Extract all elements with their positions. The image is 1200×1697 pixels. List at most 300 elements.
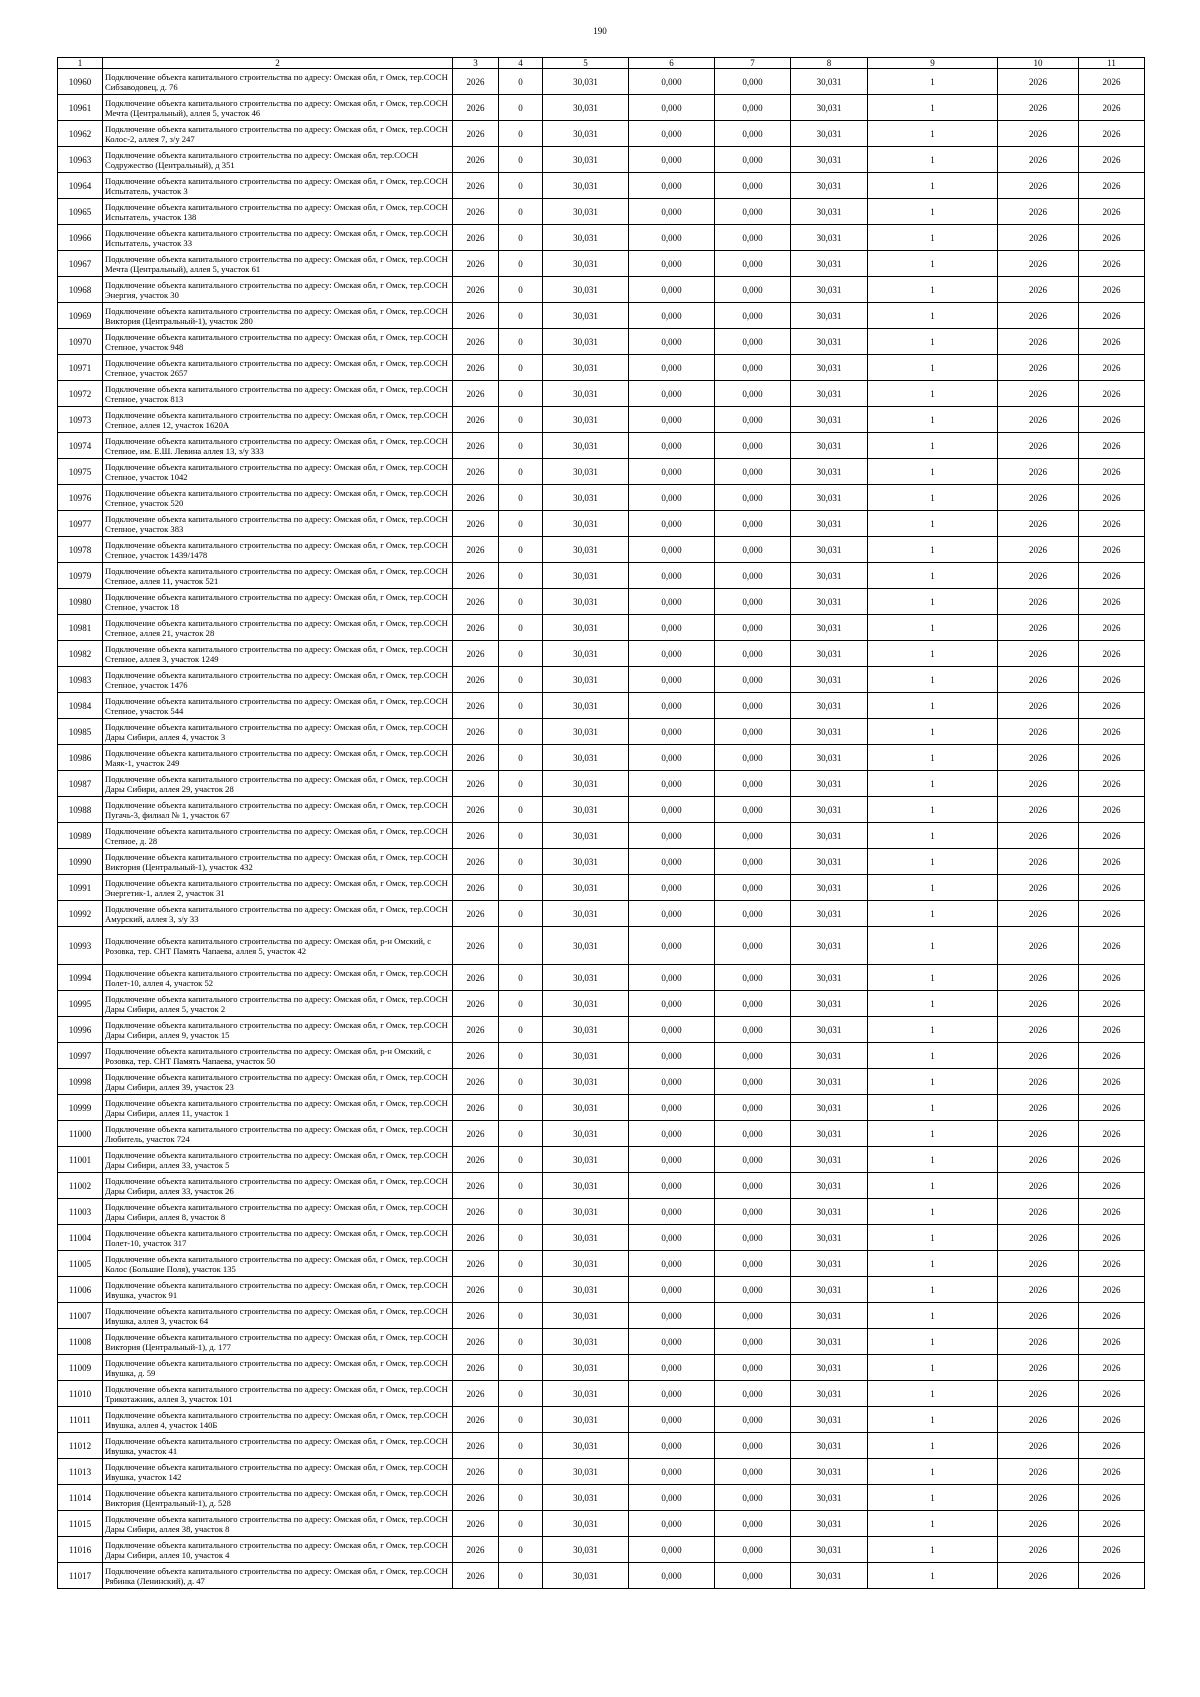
cell-col-7: 0,000 bbox=[715, 511, 791, 537]
row-number: 10979 bbox=[58, 563, 103, 589]
cell-col-4: 0 bbox=[499, 1199, 543, 1225]
cell-col-7: 0,000 bbox=[715, 251, 791, 277]
cell-col-10: 2026 bbox=[998, 251, 1079, 277]
cell-col-10: 2026 bbox=[998, 303, 1079, 329]
table-row bbox=[58, 1043, 1145, 1069]
cell-col-9: 1 bbox=[868, 1173, 998, 1199]
cell-col-7: 0,000 bbox=[715, 849, 791, 875]
row-number: 11007 bbox=[58, 1303, 103, 1329]
cell-col-4: 0 bbox=[499, 1225, 543, 1251]
cell-col-5: 30,031 bbox=[543, 459, 629, 485]
row-description: Подключение объекта капитального строительства по адресу: Омская обл, г Омск, тер.СОСН Испытатель, участок 138 bbox=[103, 199, 453, 225]
row-number: 10982 bbox=[58, 641, 103, 667]
column-header-2: 2 bbox=[103, 58, 453, 69]
cell-col-6: 0,000 bbox=[629, 991, 715, 1017]
row-number: 10998 bbox=[58, 1069, 103, 1095]
cell-col-10: 2026 bbox=[998, 1407, 1079, 1433]
cell-col-3: 2026 bbox=[453, 459, 499, 485]
row-number: 11009 bbox=[58, 1355, 103, 1381]
cell-col-9: 1 bbox=[868, 1225, 998, 1251]
cell-col-6: 0,000 bbox=[629, 1121, 715, 1147]
row-number: 10987 bbox=[58, 771, 103, 797]
cell-col-11: 2026 bbox=[1079, 1563, 1145, 1589]
row-description: Подключение объекта капитального строительства по адресу: Омская обл, г Омск, тер.СОСН Дары Сибири, аллея 11, участок 1 bbox=[103, 1095, 453, 1121]
row-number: 11001 bbox=[58, 1147, 103, 1173]
cell-col-7: 0,000 bbox=[715, 1407, 791, 1433]
cell-col-8: 30,031 bbox=[791, 991, 868, 1017]
cell-col-7: 0,000 bbox=[715, 1095, 791, 1121]
cell-col-7: 0,000 bbox=[715, 1537, 791, 1563]
cell-col-10: 2026 bbox=[998, 1121, 1079, 1147]
table-row bbox=[58, 173, 1145, 199]
cell-col-9: 1 bbox=[868, 1511, 998, 1537]
row-description: Подключение объекта капитального строительства по адресу: Омская обл, г Омск, тер.СОСН Энергетик-1, аллея 2, участок 31 bbox=[103, 875, 453, 901]
cell-col-10: 2026 bbox=[998, 329, 1079, 355]
cell-col-9: 1 bbox=[868, 849, 998, 875]
cell-col-4: 0 bbox=[499, 381, 543, 407]
cell-col-9: 1 bbox=[868, 1563, 998, 1589]
cell-col-8: 30,031 bbox=[791, 1329, 868, 1355]
cell-col-11: 2026 bbox=[1079, 823, 1145, 849]
cell-col-3: 2026 bbox=[453, 719, 499, 745]
cell-col-9: 1 bbox=[868, 1277, 998, 1303]
cell-col-6: 0,000 bbox=[629, 69, 715, 95]
row-number: 11015 bbox=[58, 1511, 103, 1537]
cell-col-7: 0,000 bbox=[715, 641, 791, 667]
cell-col-6: 0,000 bbox=[629, 355, 715, 381]
cell-col-5: 30,031 bbox=[543, 303, 629, 329]
cell-col-4: 0 bbox=[499, 1017, 543, 1043]
cell-col-7: 0,000 bbox=[715, 1043, 791, 1069]
row-description: Подключение объекта капитального строительства по адресу: Омская обл, г Омск, тер.СОСН Степное, участок 383 bbox=[103, 511, 453, 537]
cell-col-10: 2026 bbox=[998, 511, 1079, 537]
cell-col-4: 0 bbox=[499, 173, 543, 199]
table-row bbox=[58, 1537, 1145, 1563]
cell-col-8: 30,031 bbox=[791, 1043, 868, 1069]
row-description: Подключение объекта капитального строительства по адресу: Омская обл, г Омск, тер.СОСН Ивушка, д. 59 bbox=[103, 1355, 453, 1381]
table-row bbox=[58, 563, 1145, 589]
row-description: Подключение объекта капитального строительства по адресу: Омская обл, тер.СОСН Содружество (Центральный), д 351 bbox=[103, 147, 453, 173]
cell-col-8: 30,031 bbox=[791, 1563, 868, 1589]
row-number: 10965 bbox=[58, 199, 103, 225]
cell-col-7: 0,000 bbox=[715, 615, 791, 641]
cell-col-6: 0,000 bbox=[629, 965, 715, 991]
cell-col-9: 1 bbox=[868, 1485, 998, 1511]
cell-col-6: 0,000 bbox=[629, 823, 715, 849]
cell-col-8: 30,031 bbox=[791, 901, 868, 927]
cell-col-10: 2026 bbox=[998, 277, 1079, 303]
cell-col-3: 2026 bbox=[453, 251, 499, 277]
cell-col-11: 2026 bbox=[1079, 1485, 1145, 1511]
cell-col-8: 30,031 bbox=[791, 1537, 868, 1563]
table-row bbox=[58, 965, 1145, 991]
cell-col-5: 30,031 bbox=[543, 771, 629, 797]
cell-col-5: 30,031 bbox=[543, 1017, 629, 1043]
cell-col-7: 0,000 bbox=[715, 563, 791, 589]
row-number: 10994 bbox=[58, 965, 103, 991]
row-description: Подключение объекта капитального строительства по адресу: Омская обл, г Омск, тер.СОСН Степное, д. 28 bbox=[103, 823, 453, 849]
table-row bbox=[58, 1095, 1145, 1121]
cell-col-8: 30,031 bbox=[791, 1069, 868, 1095]
cell-col-5: 30,031 bbox=[543, 1563, 629, 1589]
cell-col-6: 0,000 bbox=[629, 329, 715, 355]
cell-col-11: 2026 bbox=[1079, 1511, 1145, 1537]
cell-col-8: 30,031 bbox=[791, 199, 868, 225]
cell-col-6: 0,000 bbox=[629, 1511, 715, 1537]
cell-col-5: 30,031 bbox=[543, 693, 629, 719]
cell-col-10: 2026 bbox=[998, 407, 1079, 433]
cell-col-9: 1 bbox=[868, 1459, 998, 1485]
cell-col-3: 2026 bbox=[453, 1199, 499, 1225]
cell-col-5: 30,031 bbox=[543, 355, 629, 381]
cell-col-8: 30,031 bbox=[791, 511, 868, 537]
cell-col-4: 0 bbox=[499, 459, 543, 485]
cell-col-7: 0,000 bbox=[715, 875, 791, 901]
cell-col-8: 30,031 bbox=[791, 1121, 868, 1147]
cell-col-8: 30,031 bbox=[791, 381, 868, 407]
cell-col-3: 2026 bbox=[453, 1017, 499, 1043]
cell-col-8: 30,031 bbox=[791, 641, 868, 667]
table-row bbox=[58, 121, 1145, 147]
cell-col-11: 2026 bbox=[1079, 1069, 1145, 1095]
cell-col-11: 2026 bbox=[1079, 329, 1145, 355]
cell-col-5: 30,031 bbox=[543, 745, 629, 771]
cell-col-11: 2026 bbox=[1079, 147, 1145, 173]
cell-col-6: 0,000 bbox=[629, 95, 715, 121]
cell-col-11: 2026 bbox=[1079, 693, 1145, 719]
row-number: 10985 bbox=[58, 719, 103, 745]
row-description: Подключение объекта капитального строительства по адресу: Омская обл, г Омск, тер.СОСН Степное, участок 544 bbox=[103, 693, 453, 719]
cell-col-6: 0,000 bbox=[629, 1199, 715, 1225]
cell-col-4: 0 bbox=[499, 745, 543, 771]
cell-col-5: 30,031 bbox=[543, 537, 629, 563]
cell-col-11: 2026 bbox=[1079, 537, 1145, 563]
cell-col-3: 2026 bbox=[453, 1459, 499, 1485]
cell-col-5: 30,031 bbox=[543, 1381, 629, 1407]
cell-col-3: 2026 bbox=[453, 537, 499, 563]
table-row bbox=[58, 1329, 1145, 1355]
cell-col-9: 1 bbox=[868, 745, 998, 771]
cell-col-9: 1 bbox=[868, 927, 998, 965]
column-header-10: 10 bbox=[998, 58, 1079, 69]
cell-col-10: 2026 bbox=[998, 719, 1079, 745]
cell-col-8: 30,031 bbox=[791, 823, 868, 849]
cell-col-11: 2026 bbox=[1079, 745, 1145, 771]
cell-col-5: 30,031 bbox=[543, 1225, 629, 1251]
cell-col-11: 2026 bbox=[1079, 173, 1145, 199]
row-description: Подключение объекта капитального строительства по адресу: Омская обл, г Омск, тер.СОСН Степное, участок 1042 bbox=[103, 459, 453, 485]
cell-col-7: 0,000 bbox=[715, 693, 791, 719]
cell-col-4: 0 bbox=[499, 433, 543, 459]
table-row bbox=[58, 1407, 1145, 1433]
cell-col-7: 0,000 bbox=[715, 95, 791, 121]
table-row bbox=[58, 1563, 1145, 1589]
cell-col-5: 30,031 bbox=[543, 1329, 629, 1355]
cell-col-6: 0,000 bbox=[629, 849, 715, 875]
cell-col-5: 30,031 bbox=[543, 147, 629, 173]
cell-col-6: 0,000 bbox=[629, 199, 715, 225]
cell-col-3: 2026 bbox=[453, 1563, 499, 1589]
cell-col-4: 0 bbox=[499, 1407, 543, 1433]
row-description: Подключение объекта капитального строительства по адресу: Омская обл, р-н Омский, с Розовка, тер. СНТ Память Чапаева, участок 50 bbox=[103, 1043, 453, 1069]
row-description: Подключение объекта капитального строительства по адресу: Омская обл, г Омск, тер.СОСН Степное, им. Е.Ш. Левина аллея 13, з/у 333 bbox=[103, 433, 453, 459]
cell-col-5: 30,031 bbox=[543, 1537, 629, 1563]
cell-col-7: 0,000 bbox=[715, 1511, 791, 1537]
row-description: Подключение объекта капитального строительства по адресу: Омская обл, г Омск, тер.СОСН Полет-10, аллея 4, участок 52 bbox=[103, 965, 453, 991]
row-description: Подключение объекта капитального строительства по адресу: Омская обл, г Омск, тер.СОСН Мечта (Центральный), аллея 5, участок 46 bbox=[103, 95, 453, 121]
cell-col-10: 2026 bbox=[998, 849, 1079, 875]
row-number: 10996 bbox=[58, 1017, 103, 1043]
table-row bbox=[58, 1069, 1145, 1095]
cell-col-10: 2026 bbox=[998, 121, 1079, 147]
cell-col-6: 0,000 bbox=[629, 745, 715, 771]
cell-col-7: 0,000 bbox=[715, 485, 791, 511]
cell-col-9: 1 bbox=[868, 991, 998, 1017]
cell-col-5: 30,031 bbox=[543, 485, 629, 511]
cell-col-7: 0,000 bbox=[715, 1303, 791, 1329]
row-number: 11017 bbox=[58, 1563, 103, 1589]
cell-col-7: 0,000 bbox=[715, 823, 791, 849]
cell-col-5: 30,031 bbox=[543, 1043, 629, 1069]
table-row bbox=[58, 355, 1145, 381]
cell-col-11: 2026 bbox=[1079, 1251, 1145, 1277]
cell-col-3: 2026 bbox=[453, 407, 499, 433]
table-row bbox=[58, 823, 1145, 849]
cell-col-6: 0,000 bbox=[629, 1381, 715, 1407]
cell-col-11: 2026 bbox=[1079, 641, 1145, 667]
cell-col-9: 1 bbox=[868, 407, 998, 433]
cell-col-9: 1 bbox=[868, 1095, 998, 1121]
cell-col-5: 30,031 bbox=[543, 69, 629, 95]
row-description: Подключение объекта капитального строительства по адресу: Омская обл, г Омск, тер.СОСН Ивушка, участок 91 bbox=[103, 1277, 453, 1303]
cell-col-10: 2026 bbox=[998, 1485, 1079, 1511]
cell-col-11: 2026 bbox=[1079, 1095, 1145, 1121]
cell-col-9: 1 bbox=[868, 1043, 998, 1069]
cell-col-10: 2026 bbox=[998, 1381, 1079, 1407]
cell-col-9: 1 bbox=[868, 667, 998, 693]
cell-col-7: 0,000 bbox=[715, 459, 791, 485]
cell-col-9: 1 bbox=[868, 173, 998, 199]
cell-col-3: 2026 bbox=[453, 95, 499, 121]
cell-col-10: 2026 bbox=[998, 1303, 1079, 1329]
cell-col-8: 30,031 bbox=[791, 121, 868, 147]
cell-col-7: 0,000 bbox=[715, 225, 791, 251]
cell-col-10: 2026 bbox=[998, 965, 1079, 991]
cell-col-6: 0,000 bbox=[629, 303, 715, 329]
cell-col-10: 2026 bbox=[998, 901, 1079, 927]
cell-col-6: 0,000 bbox=[629, 1251, 715, 1277]
cell-col-3: 2026 bbox=[453, 355, 499, 381]
cell-col-11: 2026 bbox=[1079, 407, 1145, 433]
cell-col-10: 2026 bbox=[998, 1563, 1079, 1589]
cell-col-8: 30,031 bbox=[791, 1277, 868, 1303]
row-number: 10984 bbox=[58, 693, 103, 719]
table-row bbox=[58, 1433, 1145, 1459]
cell-col-4: 0 bbox=[499, 407, 543, 433]
table-row bbox=[58, 615, 1145, 641]
cell-col-6: 0,000 bbox=[629, 225, 715, 251]
row-description: Подключение объекта капитального строительства по адресу: Омская обл, г Омск, тер.СОСН Испытатель, участок 3 bbox=[103, 173, 453, 199]
cell-col-7: 0,000 bbox=[715, 745, 791, 771]
cell-col-9: 1 bbox=[868, 1199, 998, 1225]
cell-col-6: 0,000 bbox=[629, 1433, 715, 1459]
cell-col-10: 2026 bbox=[998, 1199, 1079, 1225]
cell-col-9: 1 bbox=[868, 537, 998, 563]
page-number: 190 bbox=[593, 26, 607, 36]
cell-col-4: 0 bbox=[499, 1277, 543, 1303]
cell-col-4: 0 bbox=[499, 1433, 543, 1459]
cell-col-11: 2026 bbox=[1079, 667, 1145, 693]
cell-col-9: 1 bbox=[868, 459, 998, 485]
cell-col-4: 0 bbox=[499, 641, 543, 667]
column-header-1: 1 bbox=[58, 58, 103, 69]
cell-col-11: 2026 bbox=[1079, 1277, 1145, 1303]
row-number: 11010 bbox=[58, 1381, 103, 1407]
cell-col-10: 2026 bbox=[998, 1095, 1079, 1121]
cell-col-7: 0,000 bbox=[715, 1433, 791, 1459]
table-row bbox=[58, 1173, 1145, 1199]
row-number: 10997 bbox=[58, 1043, 103, 1069]
row-number: 11014 bbox=[58, 1485, 103, 1511]
cell-col-8: 30,031 bbox=[791, 719, 868, 745]
cell-col-10: 2026 bbox=[998, 1225, 1079, 1251]
cell-col-10: 2026 bbox=[998, 225, 1079, 251]
cell-col-9: 1 bbox=[868, 511, 998, 537]
cell-col-5: 30,031 bbox=[543, 615, 629, 641]
cell-col-10: 2026 bbox=[998, 1537, 1079, 1563]
table-row bbox=[58, 485, 1145, 511]
cell-col-10: 2026 bbox=[998, 1173, 1079, 1199]
cell-col-3: 2026 bbox=[453, 1251, 499, 1277]
cell-col-9: 1 bbox=[868, 615, 998, 641]
table-row bbox=[58, 433, 1145, 459]
cell-col-11: 2026 bbox=[1079, 1433, 1145, 1459]
table-row bbox=[58, 1511, 1145, 1537]
cell-col-3: 2026 bbox=[453, 1069, 499, 1095]
cell-col-3: 2026 bbox=[453, 1277, 499, 1303]
cell-col-11: 2026 bbox=[1079, 965, 1145, 991]
table-row bbox=[58, 1147, 1145, 1173]
table-row bbox=[58, 1121, 1145, 1147]
cell-col-6: 0,000 bbox=[629, 1563, 715, 1589]
cell-col-3: 2026 bbox=[453, 1355, 499, 1381]
cell-col-8: 30,031 bbox=[791, 147, 868, 173]
cell-col-9: 1 bbox=[868, 875, 998, 901]
cell-col-11: 2026 bbox=[1079, 615, 1145, 641]
cell-col-8: 30,031 bbox=[791, 1147, 868, 1173]
cell-col-6: 0,000 bbox=[629, 173, 715, 199]
cell-col-11: 2026 bbox=[1079, 563, 1145, 589]
cell-col-8: 30,031 bbox=[791, 459, 868, 485]
row-number: 10995 bbox=[58, 991, 103, 1017]
table-row bbox=[58, 771, 1145, 797]
cell-col-9: 1 bbox=[868, 823, 998, 849]
cell-col-5: 30,031 bbox=[543, 901, 629, 927]
cell-col-3: 2026 bbox=[453, 485, 499, 511]
cell-col-11: 2026 bbox=[1079, 199, 1145, 225]
cell-col-9: 1 bbox=[868, 1017, 998, 1043]
cell-col-3: 2026 bbox=[453, 693, 499, 719]
cell-col-6: 0,000 bbox=[629, 537, 715, 563]
cell-col-7: 0,000 bbox=[715, 1147, 791, 1173]
cell-col-4: 0 bbox=[499, 251, 543, 277]
cell-col-10: 2026 bbox=[998, 69, 1079, 95]
cell-col-3: 2026 bbox=[453, 1225, 499, 1251]
cell-col-5: 30,031 bbox=[543, 667, 629, 693]
cell-col-6: 0,000 bbox=[629, 1277, 715, 1303]
cell-col-5: 30,031 bbox=[543, 433, 629, 459]
table-header bbox=[58, 58, 1145, 69]
table-row bbox=[58, 991, 1145, 1017]
table-row bbox=[58, 381, 1145, 407]
column-header-9: 9 bbox=[868, 58, 998, 69]
table-row bbox=[58, 849, 1145, 875]
cell-col-10: 2026 bbox=[998, 563, 1079, 589]
table-row bbox=[58, 927, 1145, 965]
cell-col-4: 0 bbox=[499, 1381, 543, 1407]
cell-col-8: 30,031 bbox=[791, 1459, 868, 1485]
cell-col-11: 2026 bbox=[1079, 1381, 1145, 1407]
cell-col-3: 2026 bbox=[453, 1303, 499, 1329]
row-description: Подключение объекта капитального строительства по адресу: Омская обл, г Омск, тер.СОСН Колос-2, аллея 7, з/у 247 bbox=[103, 121, 453, 147]
table-row bbox=[58, 1199, 1145, 1225]
cell-col-9: 1 bbox=[868, 1303, 998, 1329]
cell-col-6: 0,000 bbox=[629, 1355, 715, 1381]
cell-col-11: 2026 bbox=[1079, 719, 1145, 745]
cell-col-6: 0,000 bbox=[629, 693, 715, 719]
cell-col-8: 30,031 bbox=[791, 225, 868, 251]
cell-col-8: 30,031 bbox=[791, 1199, 868, 1225]
cell-col-7: 0,000 bbox=[715, 433, 791, 459]
cell-col-8: 30,031 bbox=[791, 1511, 868, 1537]
cell-col-8: 30,031 bbox=[791, 745, 868, 771]
cell-col-8: 30,031 bbox=[791, 1303, 868, 1329]
cell-col-8: 30,031 bbox=[791, 615, 868, 641]
cell-col-11: 2026 bbox=[1079, 875, 1145, 901]
cell-col-4: 0 bbox=[499, 95, 543, 121]
cell-col-8: 30,031 bbox=[791, 173, 868, 199]
cell-col-4: 0 bbox=[499, 1147, 543, 1173]
cell-col-6: 0,000 bbox=[629, 147, 715, 173]
cell-col-9: 1 bbox=[868, 329, 998, 355]
cell-col-8: 30,031 bbox=[791, 1381, 868, 1407]
cell-col-7: 0,000 bbox=[715, 303, 791, 329]
cell-col-3: 2026 bbox=[453, 511, 499, 537]
row-number: 10961 bbox=[58, 95, 103, 121]
cell-col-9: 1 bbox=[868, 1329, 998, 1355]
row-number: 11002 bbox=[58, 1173, 103, 1199]
row-description: Подключение объекта капитального строительства по адресу: Омская обл, г Омск, тер.СОСН Виктория (Центральный-1), д. 528 bbox=[103, 1485, 453, 1511]
row-number: 10971 bbox=[58, 355, 103, 381]
cell-col-6: 0,000 bbox=[629, 615, 715, 641]
row-number: 10967 bbox=[58, 251, 103, 277]
row-description: Подключение объекта капитального строительства по адресу: Омская обл, г Омск, тер.СОСН Виктория (Центральный-1), участок 280 bbox=[103, 303, 453, 329]
cell-col-11: 2026 bbox=[1079, 771, 1145, 797]
cell-col-4: 0 bbox=[499, 303, 543, 329]
cell-col-10: 2026 bbox=[998, 823, 1079, 849]
cell-col-8: 30,031 bbox=[791, 1251, 868, 1277]
cell-col-4: 0 bbox=[499, 927, 543, 965]
row-description: Подключение объекта капитального строительства по адресу: Омская обл, г Омск, тер.СОСН Виктория (Центральный-1), д. 177 bbox=[103, 1329, 453, 1355]
cell-col-8: 30,031 bbox=[791, 303, 868, 329]
cell-col-4: 0 bbox=[499, 1251, 543, 1277]
cell-col-8: 30,031 bbox=[791, 797, 868, 823]
row-number: 10999 bbox=[58, 1095, 103, 1121]
row-description: Подключение объекта капитального строительства по адресу: Омская обл, г Омск, тер.СОСН Трикотажник, аллея 3, участок 101 bbox=[103, 1381, 453, 1407]
row-description: Подключение объекта капитального строительства по адресу: Омская обл, г Омск, тер.СОСН Степное, аллея 21, участок 28 bbox=[103, 615, 453, 641]
cell-col-10: 2026 bbox=[998, 199, 1079, 225]
cell-col-11: 2026 bbox=[1079, 1147, 1145, 1173]
